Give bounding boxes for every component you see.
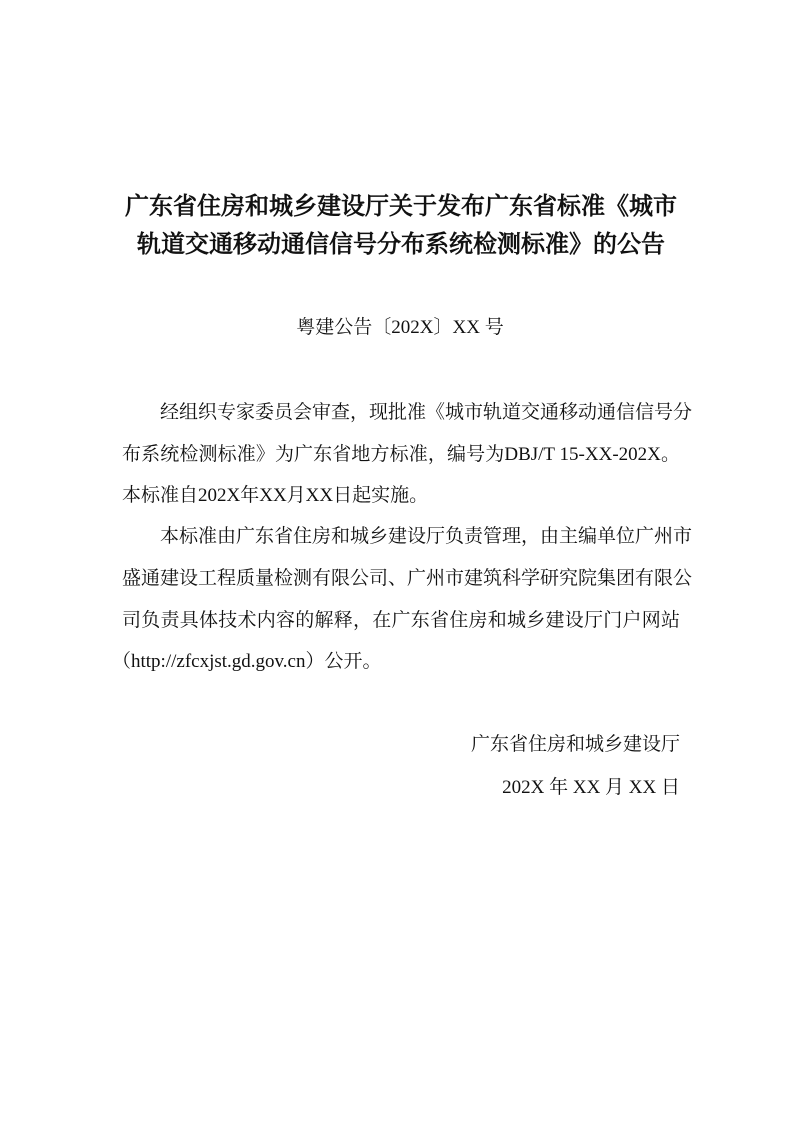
issuer-signature: 广东省住房和城乡建设厅 [470, 734, 680, 755]
paragraph-2-line: 盛通建设工程质量检测有限公司、广州市建筑科学研究院集团有限公 [122, 568, 693, 589]
paragraph-1-line: 布系统检测标准》为广东省地方标准，编号为DBJ/T 15-XX-202X。 [122, 444, 680, 465]
title-line-1: 广东省住房和城乡建设厅关于发布广东省标准《城市 [125, 193, 677, 220]
paragraph-2-line: 司负责具体技术内容的解释，在广东省住房和城乡建设厅门户网站 [122, 610, 680, 631]
document-number: 粤建公告〔202X〕XX 号 [296, 317, 504, 338]
title-line-2: 轨道交通移动通信信号分布系统检测标准》的公告 [137, 231, 665, 258]
issue-date: 202X 年 XX 月 XX 日 [502, 777, 680, 798]
paragraph-1-line: 本标准自202X年XX月XX日起实施。 [122, 485, 429, 506]
paragraph-1-line: 经组织专家委员会审查，现批准《城市轨道交通移动通信信号分 [160, 402, 693, 423]
paragraph-2-line: 本标准由广东省住房和城乡建设厅负责管理，由主编单位广州市 [160, 526, 693, 547]
paragraph-2-line: （http://zfcxjst.gd.gov.cn）公开。 [112, 651, 382, 672]
